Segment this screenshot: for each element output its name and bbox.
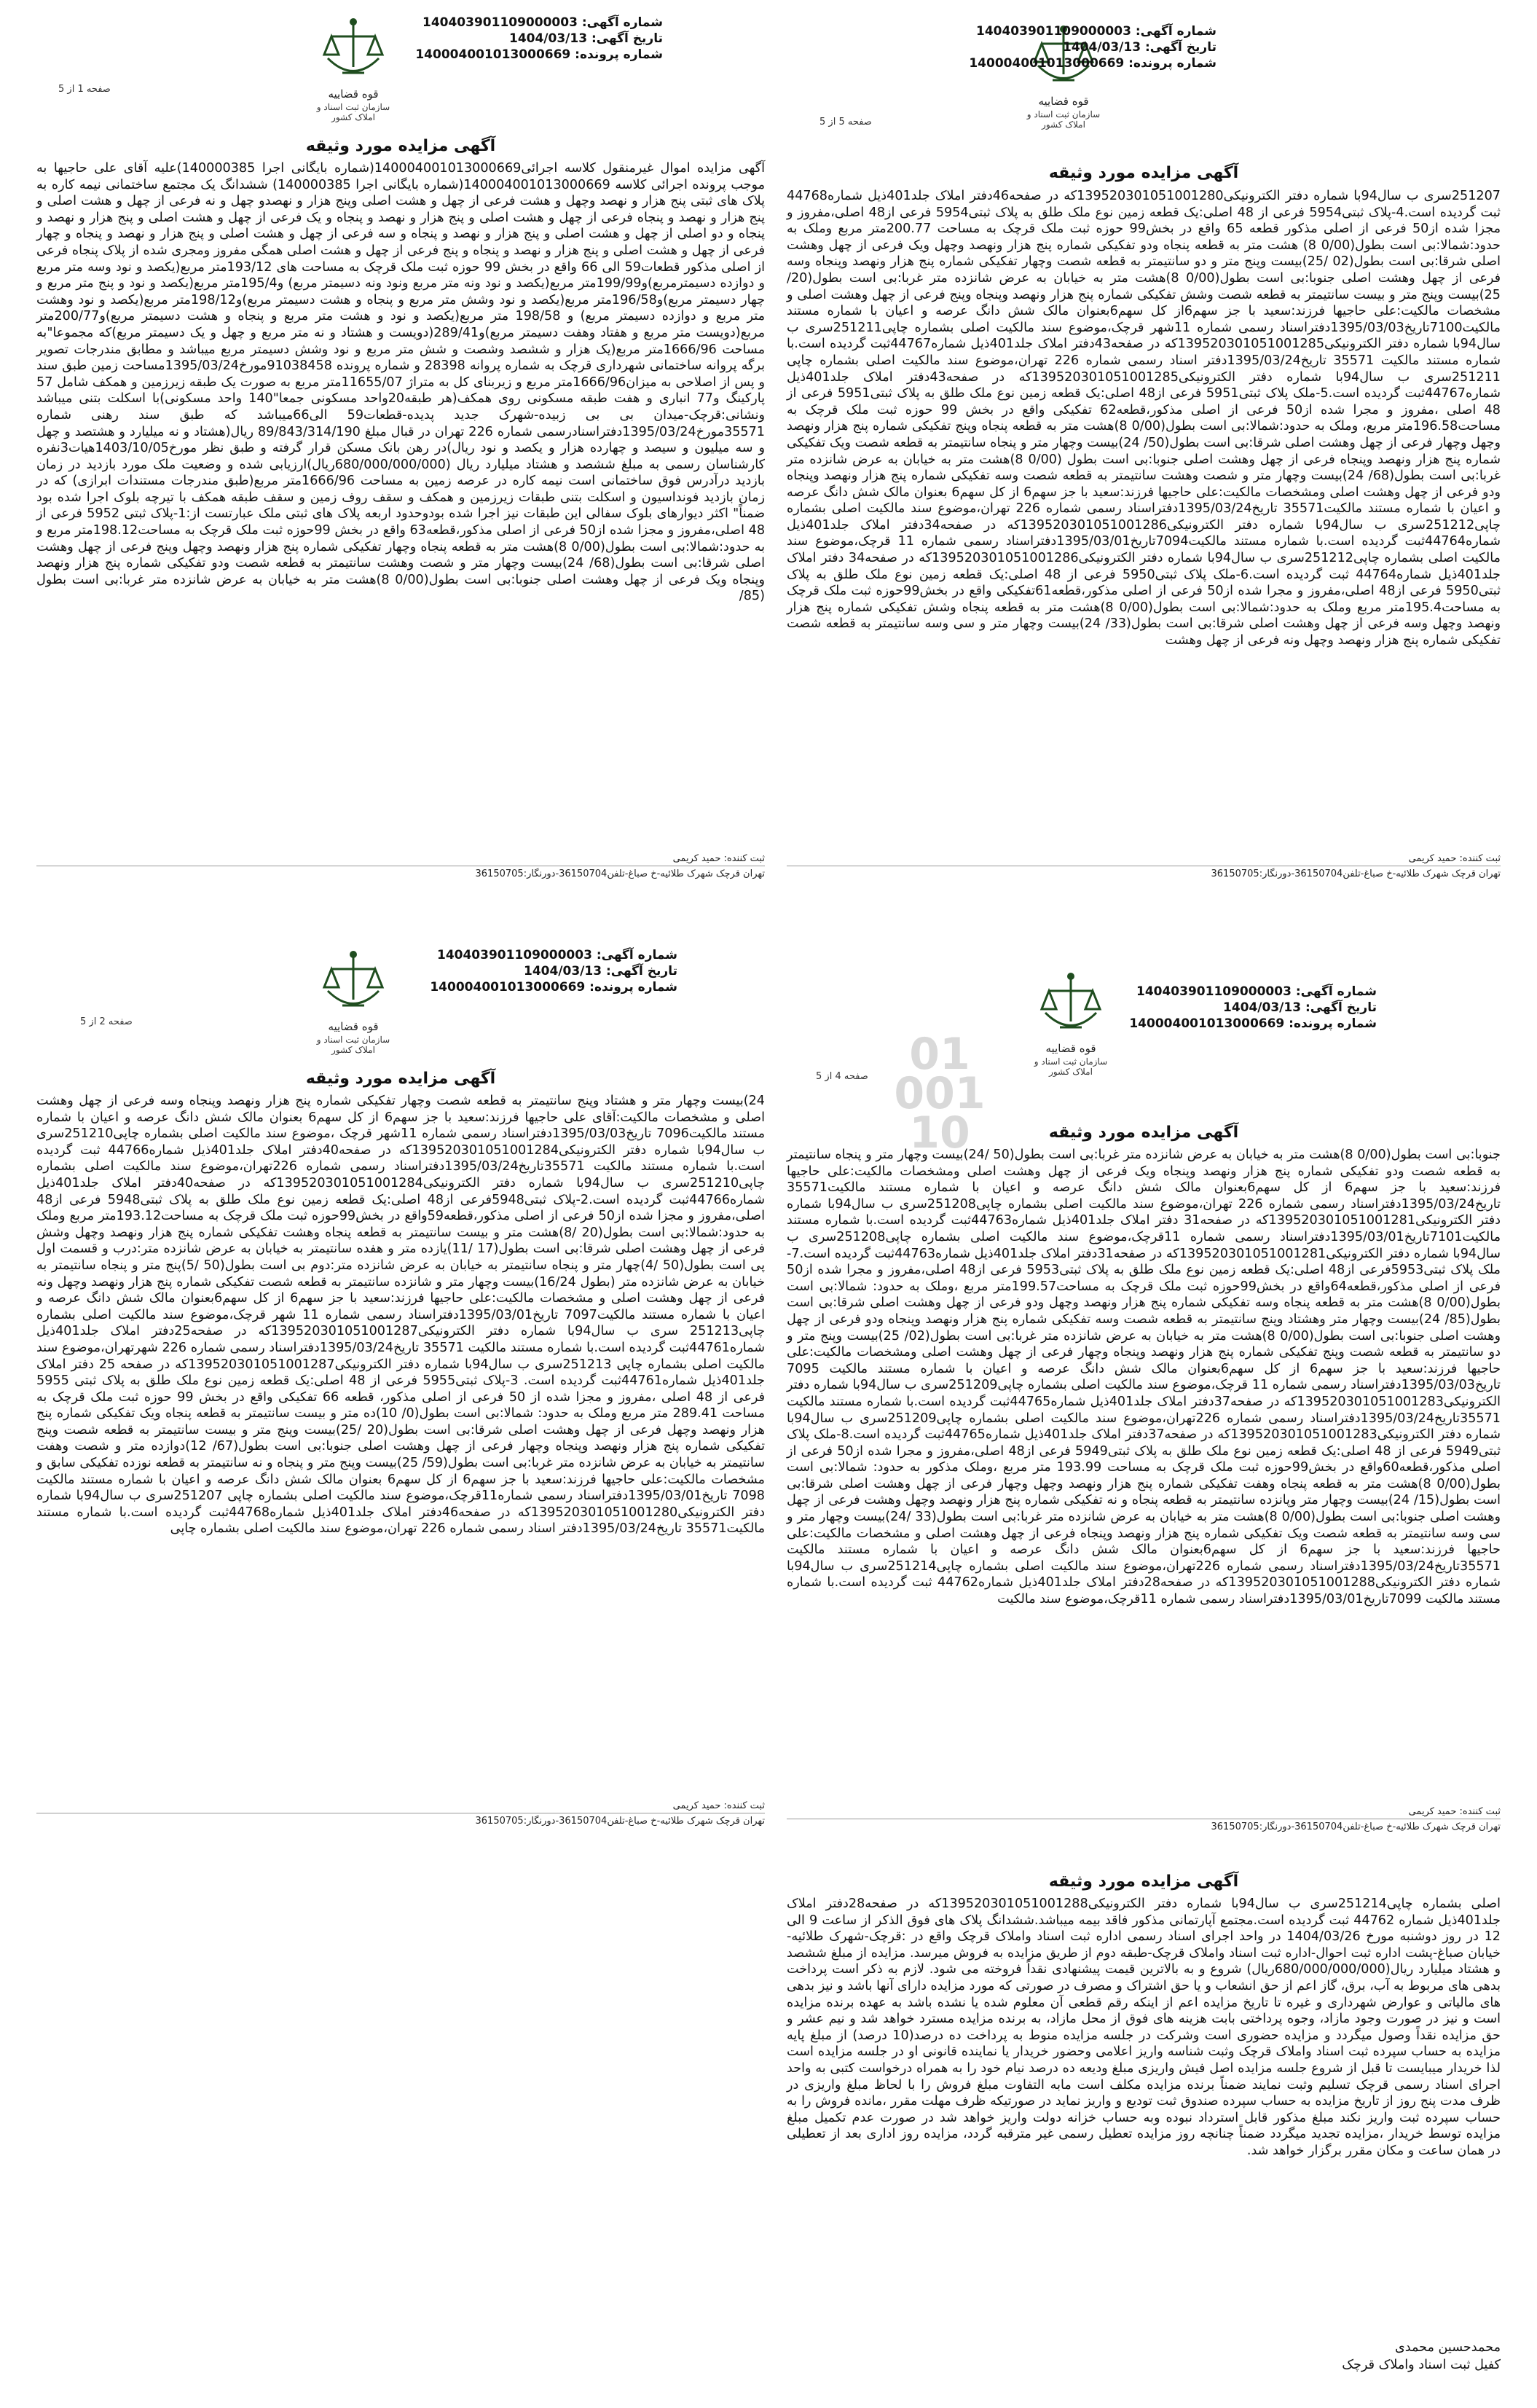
notice-page-4: [765, 969, 1522, 1858]
seal-organization: سازمان ثبت اسناد و املاک کشور: [316, 102, 390, 122]
notice-number: شماره آگهی: 140403901109000003: [1136, 984, 1377, 999]
seal-caption: قوه قضاییه: [328, 1020, 379, 1033]
notice-title: آگهی مزایده مورد وثیقه: [1048, 164, 1239, 182]
notice-number: شماره آگهی: 140403901109000003: [436, 948, 677, 962]
notice-footer: [787, 852, 1501, 880]
notice-page-2: [22, 947, 779, 1843]
signature-block: [1136, 2339, 1501, 2374]
notice-date: تاریخ آگهی: 1404/03/13: [508, 31, 663, 46]
signer-name: حمید کریمی: [672, 1800, 721, 1811]
page-label: صفحه 5 از 5: [819, 117, 872, 128]
signer-name: حمید کریمی: [1408, 1806, 1457, 1817]
page-label: صفحه 4 از 5: [816, 1071, 868, 1082]
notice-page-3: [765, 1872, 1522, 2397]
file-number: شماره پرونده: 140004001013000669: [430, 980, 677, 995]
seal-organization: سازمان ثبت اسناد و املاک کشور: [1026, 109, 1101, 130]
office-address: تهران قرچک شهرک طلائیه-خ صباغ-تلفن36150704-دورنگار:36150705: [475, 1816, 765, 1827]
notice-meta: [1071, 984, 1377, 1032]
seal-caption: قوه قضاییه: [1038, 95, 1089, 108]
notice-page-1: [22, 15, 779, 882]
file-number: شماره پرونده: 140004001013000669: [1129, 1016, 1377, 1031]
notice-body: 24)بیست وچهار متر و هشتاد وپنج سانتیمتر به قطعه شصت وچهار تفکیکی شماره پنج هزار ونهصد وپنجاه وسه فرعی از چهل وهشت اصلی و مشخصات مالکیت:آقای علی حاجیها فرزند:سعید با جز سهم6 از کل سهم6 بعنوان مالک شش دانگ عرصه و اعیان با شماره مستند مالکیت7096 تاریخ1395/03/03دفتراسناد رسمی شماره 11شهر قرچک ،موضوع سند مالکیت اصلی بشماره چاپی251210سری ب سال94با شماره دفتر الکترونیکی139520301051001284که در صفحه40دفتر املاک جلد401ذیل شماره44766 ثبت گردیده است.با شماره مستند مالکیت 35571تاریخ1395/03/24دفتراسناد رسمی شماره 226تهران،موضوع سند مالکیت اصلی بشماره چاپی251210سری ب سال94با شماره دفتر الکترونیکی139520301051001284که در صفحه40دفتر املاک جلد401ذیل شماره44766ثبت گردیده است.2-پلاک ثبتی5948فرعی از48 اصلی:یک قطعه زمین نوع ملک طلق به پلاک ثبتی5948 فرعی از48 اصلی،مفروز و مجزا شده از50 فرعی از اصلی مذکور،قطعه59واقع در بخش99حوزه ثبت ملک قرچک به مساحت193.12متر مربع وملک به حدود:شمالا:بی است بطول(20 /8)هشت متر و بیست سانتیمتر به قطعه پنجاه وهشت تفکیکی شماره پنج هزار ونهصد وچهل وشش فرعی از چهل وهشت اصلی شرقا:بی است بطول(17 /11)یازده متر و هفده سانتیمتر به خیابان به عرض شانزده متر:درب و قسمت اول پی است بطول(50 /4)چهار متر و پنجاه سانتیمتر به خیابان به عرض شانزده متر:دوم بی است بطول(50 /5)پنج متر و پنجاه سانتیمتر به خیابان به عرض شانزده متر (بطول 16/24)بیست وچهار متر و شانزده سانتیمتر به قطعه شصت تفکیکی شماره پنج هزار ونهصد وچهل ونه فرعی از چهل وهشت اصلی و مشخصات مالکیت:علی حاجیها فرزند:سعید با جز سهم6 از کل سهم6بعنوان مالک شش دانگ عرصه و اعیان با شماره مستند مالکیت7097 تاریخ1395/03/01دفتراسناد رسمی شماره 11 شهر قرچک،موضوع سند مالکیت اصلی بشماره چاپی251213 سری ب سال94با شماره دفتر الکترونیکی139520301051001287که در صفحه25دفتر املاک جلد401ذیل شماره44761ثبت گردیده است.با شماره مستند مالکیت 35571 تاریخ1395/03/24دفتراسناد رسمی شماره 226 شهرتهران،موضوع سند مالکیت اصلی بشماره چاپی 251213سری ب سال94با شماره دفتر الکترونیکی139520301051001287که در صفحه 25 دفتر املاک جلد401ذیل شماره44761ثبت گردیده است. 3-پلاک ثبتی5955 فرعی از 48 اصلی:یک قطعه زمین نوع ملک طلق به پلاک ثبتی 5955 فرعی از 48 اصلی ،مفروز و مجزا شده از 50 فرعی از اصلی مذکور، قطعه 66 تفکیکی واقع در بخش 99 حوزه ثبت ملک قرچک به مساحت 289.41 متر مربع وملک به حدود: شمالا:بی است بطول(0/ 10)ده متر و بیست سانتیمتر به قطعه پنجاه ویک تفکیکی شماره پنج هزار ونهصد وچهل فرعی از چهل وهشت اصلی شرقا:بی است بطول(20 /25)بیست وپنج متر و بیست سانتیمتر به قطعه شصت وپنج تفکیکی شماره پنج هزار ونهصد وپنجاه وچهار فرعی از چهل وهشت اصلی جنوبا:بی است بطول(67/ 12)دوازده متر و شصت وهفت سانتیمتر به خیابان به عرض شانزده متر غربا:بی است بطول(59/ 25)بیست وپنج متر و پنجاه و نه سانتیمتر به قطعه نوزده تفکیکی سابق و مشخصات مالکیت:علی حاجیها فرزند:سعید با جز سهم6 از کل سهم6 بعنوان مالک شش دانگ عرصه و اعیان با شماره مستند مالکیت 7098 تاریخ1395/03/01دفتراسناد رسمی شماره11قرچک،موضوع سند مالکیت اصلی بشماره چاپی 251207سری ب سال94با شماره دفتر الکترونیکی139520301051001280که در صفحه46دفتر املاک جلد401ذیل شماره44768ثبت گردیده است.با شماره مستند مالکیت35571 تاریخ1395/03/24دفتر اسناد رسمی شماره 226 تهران،موضوع سند مالکیت اصلی بشماره چاپی: [36, 1094, 766, 1537]
signer-role: کفیل ثبت اسناد واملاک قرچک: [1342, 2358, 1501, 2372]
notice-body: 251207سری ب سال94با شماره دفتر الکترونیکی139520301051001280که در صفحه46دفتر املاک جلد401ذیل شماره44768 ثبت گردیده است.4-پلاک ثبتی5954 فرعی از 48 اصلی:یک قطعه زمین نوع ملک طلق به پلاک ثبتی5954 فرعی از48 اصلی،مفروز و مجزا شده از50 فرعی از اصلی مذکور قطعه 65 واقع در بخش99 حوزه ثبت ملک قرچک به مساحت 200.77متر مربع وملک به حدود:شمالا:بی است بطول(0/00 8) هشت متر به قطعه پنجاه ودو تفکیکی شماره پنج هزار ونهصد وچهل ویک فرعی از چهل وهشت اصلی شرقا:بی است بطول(02 /25)بیست وپنج متر و دو سانتیمتر به قطعه شصت وچهار تفکیکی شماره پنج هزار ونهصد وپنجاه وسه فرعی از چهل وهشت اصلی جنوبا:بی است بطول(0/00 8)هشت متر به خیابان به عرض شانزده متر غربا:بی است بطول(20/ 25)بیست وپنج متر و بیست سانتیمتر به قطعه شصت وشش تفکیکی شماره پنج هزار ونهصد وپنجاه وپنج فرعی از چهل وهشت اصلی و مشخصات مالکیت:علی حاجیها فرزند:سعید با جز سهم6از کل سهم6بعنوان مالک شش دانگ عرصه و اعیان با شماره مستند مالکیت7100تاریخ1395/03/03دفتراسناد رسمی شماره 11شهر قرچک،موضوع سند مالکیت اصلی بشماره چاپی251211سری ب سال94با شماره دفتر الکترونیکی139520301051001285که در صفحه43دفتر املاک جلد401ذیل شماره44767ثبت گردیده است.با شماره مستند مالکیت 35571 تاریخ1395/03/24دفتر اسناد رسمی شماره 226 تهران،موضوع سند مالکیت اصلی بشماره چاپی 251211سری ب سال94با شماره دفتر الکترونیکی139520301051001285که در صفحه43دفتر املاک جلد401ذیل شماره44767ثبت گردیده است.5-ملک پلاک ثبتی5951 فرعی از48 اصلی:یک قطعه زمین نوع ملک طلق به پلاک ثبتی5951 فرعی از 48 اصلی ،مفروز و مجرا شده از50 فرعی از اصلی مذکور،قطعه62 تفکیکی واقع در بخش 99 حوزه ثبت ملک قرچک به مساحت196.58متر مربع، وملک به حدود:شمالا:بی است بطول(0/00 8)هشت متر به قطعه پنجاه وپنج تفکیکی شماره پنج هزار ونهصد وچهل وچهار فرعی از چهل وهشت اصلی شرقا:بی است بطول(50/ 24)بیست وچهار متر و پنجاه سانتیمتر به قطعه شصت ویک تفکیکی شماره پنج هزار ونهصد وپنجاه فرعی از چهل وهشت اصلی جنوبا:بی است بطول (0/00 8)هشت متر به خیابان به عرض شانزده متر غربا:بی است بطول(68/ 24)بیست وچهار متر و شصت وهشت سانتیمتر به قطعه شصت وسه تفکیکی شماره پنج هزار ونهصد وپنجاه ودو فرعی از چهل وهشت اصلی ومشخصات مالکیت:علی حاجیها فرزند:سعید با جز سهم6 از کل سهم6 بعنوان مالک شش دانگ عرصه و اعیان با شماره مستند مالکیت35571 تاریخ1395/03/24دفتراسناد رسمی شماره 226 تهران،موضوع سند مالکیت اصلی بشماره چاپی251212سری ب سال94با شماره دفتر الکترونیکی139520301051001286که در صفحه34دفتر املاک جلد401ذیل شماره44764ثبت گردیده است.با شماره مستند مالکیت7094تاریخ1395/03/01دفتراسناد رسمی شماره 11 قرچک،موضوع سند مالکیت اصلی بشماره چاپی251212سری ب سال94با شماره دفتر الکترونیکی139520301051001286که در صفحه34 دفتر املاک جلد401ذیل شماره44764 ثبت گردیده است.6-ملک پلاک ثبتی5950 فرعی از 48 اصلی:یک قطعه زمین نوع ملک طلق به پلاک ثبتی5950 فرعی از48 اصلی،مفروز و مجرا شده از50 فرعی از اصلی مذکور،قطعه61تفکیکی واقع در بخش99حوزه ثبت ملک قرچک به مساحت195.4متر مربع وملک به حدود:شمالا:بی است بطول(0/00 8)هشت متر به قطعه پنجاه وشش تفکیکی شماره پنج هزار ونهصد وچهل وسه فرعی از چهل وهشت اصلی شرقا:بی است بطول(33/ 24)بیست وچهار متر و سی وسه سانتیمتر به قطعه شصت تفکیکی شماره پنج هزار ونهصد وچهل ونه فرعی از چهل وهشت: [787, 189, 1501, 648]
office-address: تهران قرچک شهرک طلائیه-خ صباغ-تلفن36150704-دورنگار:36150705: [1211, 868, 1501, 879]
office-address: تهران قرچک شهرک طلائیه-خ صباغ-تلفن36150704-دورنگار:36150705: [1211, 1821, 1501, 1832]
page-label: صفحه 1 از 5: [58, 84, 111, 95]
seal-organization: سازمان ثبت اسناد و املاک کشور: [1034, 1056, 1108, 1077]
notice-number: شماره آگهی: 140403901109000003: [422, 15, 663, 30]
file-number: شماره پرونده: 140004001013000669: [415, 47, 663, 62]
notice-date: تاریخ آگهی: 1404/03/13: [523, 964, 677, 979]
notice-meta: [357, 15, 663, 63]
notice-title: آگهی مزایده مورد وثیقه: [305, 1070, 496, 1088]
page-label: صفحه 2 از 5: [80, 1016, 133, 1027]
notice-meta: [372, 947, 677, 995]
notice-title: آگهی مزایده مورد وثیقه: [1048, 1123, 1239, 1142]
notice-title: آگهی مزایده مورد وثیقه: [305, 137, 496, 155]
notice-page-5: [765, 15, 1522, 882]
notice-title: آگهی مزایده مورد وثیقه: [1048, 1872, 1239, 1891]
signer-name: حمید کریمی: [1408, 853, 1457, 864]
notice-footer: [787, 1805, 1501, 1833]
notice-date: تاریخ آگهی: 1404/03/13: [1062, 40, 1216, 55]
signed-by-label: ثبت کننده:: [1459, 1806, 1501, 1817]
signed-by-label: ثبت کننده:: [1459, 853, 1501, 864]
file-number: شماره پرونده: 140004001013000669: [969, 56, 1216, 71]
notice-footer: [36, 1800, 765, 1827]
notice-number: شماره آگهی: 140403901109000003: [975, 24, 1216, 39]
signed-by-label: ثبت کننده:: [723, 853, 765, 864]
seal-caption: قوه قضاییه: [328, 87, 379, 101]
signed-by-label: ثبت کننده:: [723, 1800, 765, 1811]
notice-body: جنوبا:بی است بطول(0/00 8)هشت متر به خیابان به عرض شانزده متر غربا:بی است بطول(50 /24)بیست وچهار متر و پنجاه سانتیمتر به قطعه شصت ودو تفکیکی شماره پنج هزار ونهصد وپنجاه ویک فرعی از چهل وهشت اصلی ومشخصات مالکیت:علی حاجیها فرزند:سعید با جز سهم6 از کل سهم6بعنوان مالک شش دانگ عرصه و اعیان با شماره مستند مالکیت35571 تاریخ1395/03/24دفتراسناد رسمی شماره 226 تهران،موضوع سند مالکیت اصلی بشماره چاپی251208سری ب سال94با شماره دفتر الکترونیکی139520301051001281که در صفحه31 دفتر املاک جلد401ذیل شماره44763ثبت گردیده است.با شماره مستند مالکیت7101تاریخ1395/03/01دفتراسناد رسمی شماره 11قرچک،موضوع سند مالکیت اصلی بشماره چاپی251208سری ب سال94با شماره دفتر الکترونیکی139520301051001281که در صفحه31دفتر املاک جلد401ذیل شماره44763ثبت گردیده است.7-ملک پلاک ثبتی5953فرعی از48 اصلی:یک قطعه زمین نوع ملک طلق به پلاک ثبتی5953 فرعی از48 اصلی،مفروز و مجرا شده از50 فرعی از اصلی مذکور،قطعه64واقع در بخش99حوزه ثبت ملک قرچک به مساحت199.57متر مربع ،وملک به حدود: شمالا:بی است بطول(0/00 8)هشت متر به قطعه پنجاه وسه تفکیکی شماره پنج هزار ونهصد وچهل ودو فرعی از چهل وهشت اصلی شرقا:بی است بطول(85/ 24)بیست وچهار متر وهشتاد وپنج سانتیمتر به قطعه شصت وسه تفکیکی شماره پنج هزار ونهصد وپنجاه ودو فرعی از چهل وهشت اصلی جنوبا:بی است بطول(0/00 8)هشت متر به خیابان به عرض شانزده متر غربا:بی است بطول(02/ 25)بیست وپنج متر و دو سانتیمتر به قطعه شصت وپنج تفکیکی شماره پنج هزار ونهصد وپنجاه وچهار فرعی از چهل وهشت اصلی ومشخصات مالکیت:علی حاجیها فرزند:سعید با جز سهم6 از کل سهم6بعنوان مالک شش دانگ عرصه و اعیان با شماره مستند مالکیت 7095 تاریخ1395/03/03دفتراسناد رسمی شماره 11 قرچک،موضوع سند مالکیت اصلی بشماره چاپی251209سری ب سال94با شماره دفتر الکترونیکی139520301051001283که در صفحه37دفتر املاک جلد401ذیل شماره44765ثبت گردیده است.با شماره مستند مالکیت 35571تاریخ1395/03/24دفتراسناد رسمی شماره 226تهران،موضوع سند مالکیت اصلی بشماره چاپی251209سری ب سال94با شماره دفتر الکترونیکی139520301051001283که در صفحه37دفتر املاک جلد401ذیل شماره44765ثبت گردیده است.8-ملک پلاک ثبتی5949 فرعی از 48 اصلی:یک قطعه زمین نوع ملک طلق به پلاک ثبتی5949 فرعی از48 اصلی،مفروز و مجرا شده از50 فرعی از اصلی مذکور،قطعه60واقع در بخش99حوزه ثبت ملک قرچک به مساحت 193.99 متر مربع ،وملک مذکور به حدود: شمالا:بی است بطول(0/00 8)هشت متر به قطعه پنجاه وهفت تفکیکی شماره پنج هزار ونهصد وچهل وچهار فرعی از چهل وهشت اصلی شرقا:بی است بطول(15/ 24)بیست وچهار متر وپانزده سانتیمتر به قطعه پنجاه و نه تفکیکی شماره پنج هزار ونهصد وچهل وهشت فرعی از چهل وهشت اصلی جنوبا:بی است بطول(0/00 8)هشت متر به خیابان به عرض شانزده متر غربا:بی است بطول(33 /24)بیست وچهار متر و سی وسه سانتیمتر به قطعه شصت ویک تفکیکی شماره پنج هزار ونهصد وپنجاه فرعی از چهل وهشت اصلی و مشخصات مالکیت:علی حاجیها فرزند:سعید با جز سهم6 از کل سهم6بعنوان مالک شش دانگ عرصه و اعیان با شماره مستند مالکیت 35571تاریخ1395/03/24دفتراسناد رسمی شماره 226تهران،موضوع سند مالکیت اصلی بشماره چاپی251214سری ب سال94با شماره دفتر الکترونیکی139520301051001288که در صفحه28دفتر املاک جلد401ذیل شماره44762 ثبت گردیده است.با شماره مستند مالکیت 7099تاریخ1395/03/01دفتراسناد رسمی شماره 11قرچک،موضوع سند مالکیت: [787, 1148, 1501, 1607]
seal-caption: قوه قضاییه: [1045, 1042, 1096, 1055]
office-address: تهران قرچک شهرک طلائیه-خ صباغ-تلفن36150704-دورنگار:36150705: [475, 868, 765, 879]
notice-body: آگهی مزایده اموال غیرمنقول کلاسه اجرائی140004001013000669(شماره بایگانی اجرا 140000385)علیه آقای علی حاجیها به موجب پرونده اجرائی کلاسه 140004001013000669(شماره بایگانی اجرا 140000385) ششدانگ یک مجتمع ساختمانی نیمه کاره به پلاک های ثبتی پنج هزار و نهصد وچهل و هشت فرعی از چهل و هشت اصلی وپنج هزار و نهصدو چهل و نه فرعی از چهل و هشت اصلی و پنج هزار و نهصد و پنجاه فرعی از چهل و هشت اصلی و پنج هزار و نهصد و پنجاه و یک فرعی از چهل و هشت اصلی و پنج هزار و نهصد و پنجاه و دو اصلی از چهل و هشت اصلی و پنج هزار و نهصد و پنجاه و سه فرعی از چهل و هشت اصلی و پنج هزار و نهصد و پنجاه و چهار فرعی از چهل و هشت اصلی و پنج هزار و نهصد و پنجاه و پنج فرعی از چهل و هشت اصلی همگی مفروز ومجری شده از پلاک پنجاه فرعی از اصلی مذکور قطعات59 الی 66 واقع در بخش 99 حوزه ثبت ملک قرچک به مساحت های 193/12متر مربع(یکصد و نود وسه متر مربع و دوازده دسیمترمربع)و199/99متر مربع(یکصد و نود ونه متر مربع ونود ونه دسیمتر مربع) و195/4متر مربع(یکصد و نود و پنج متر مربع و چهار دسیمتر مربع)و196/58متر مربع(یکصد و نود وشش متر مربع و پنجاه و هشت دسیمتر مربع)و198/12متر مربع(یکصد و نود وهشت متر مربع و دوازده دسیمتر مربع) و 198/58 متر مربع(یکصد و نود و هشت متر مربع و پنجاه و هشت دسیمتر مربع)و200/77متر مربع(دویست متر مربع و هفتاد وهفت دسیمتر مربع)و289/41(دویست و هشتاد و نه متر مربع و چهل و یک دسیمتر مربع)که مجموعا"به مساحت 1666/96متر مربع(یک هزار و ششصد وشصت و شش متر مربع و نود وشش دسیمتر مربع میباشد و مطابق مندرجات تصویر برگه پروانه ساختمانی شهرداری قرچک به شماره پروانه 28398 و شماره پرونده 91038458مورخ1395/03/24مساحت زمین طبق سند و پس از اصلاحی به میزان1666/96متر مربع و زیربنای کل به متراژ 11655/07متر مربع به صورت یک طبقه زیرزمین و همکف شامل 57 پارکینگ و77 انباری و هفت طبقه مسکونی روی همکف(هر طبقه20واحد مسکونی جمعا"140 واحد مسکونی)با اسکلت بتنی میباشد ونشانی:قرچک-میدان بی بی زبیده-شهرک جدید پدیده-قطعات59 الی66میباشد که طبق سند رهنی شماره 35571مورخ1395/03/24دفتراسنادرسمی شماره 226 تهران در قبال مبلغ 89/843/314/190 ریال(هشتاد و نه میلیارد و هشتصد و چهل و سه میلیون و سیصد و چهارده هزار و یکصد و نود ریال)در رهن بانک مسکن قرار گرفته و طبق نظر مورخ1403/10/05هیات3نفره کارشناسان رسمی به مبلغ ششصد و هشتاد میلیارد ریال (680/000/000/000ریال)ارزیابی شده و وضعیت ملک مورد بازدید در زمان بازدید درآدرس فوق ساختمانی است نیمه کاره در عرصه زمین به مساحت 1666/96متر مربع(طبق مندرجات مستندات ابرازی) که در زمان بازدید فونداسیون و اسکلت بتنی طبقات زیرزمین و همکف و سقف روف زمین و سقف طبقه همکف با تیرچه بلوک اجرا شده بود ضمناً" اکثر دیوارهای بلوک سفالی این طبقات نیز اجرا شده بودوحدود اربعه پلاک های ثبتی ملک عبارتست از:1-پلاک ثبتی 5952 فرعی از 48 اصلی،مفروز و مجزا شده از50 فرعی از اصلی مذکور،قطعه63 واقع در بخش 99حوزه ثبت ملک قرچک به مساحت198.12متر مربع و به حدود:شمالا:بی است بطول(0/00 8)هشت متر به قطعه پنجاه وچهار تفکیکی شماره پنج هزار ونهصد وچهل وپنج فرعی از چهل وهشت اصلی شرقا:بی است بطول(68/ 24)بیست وچهار متر و شصت وهشت سانتیمتر به قطعه شصت ودو تفکیکی شماره پنج هزار ونهصد وپنجاه ویک فرعی از چهل وهشت اصلی جنوبا:بی است بطول(0/00 8)هشت متر به خیابان به عرض شانزده متر غربا:بی است بطول (85/: [36, 161, 766, 604]
notice-meta: [911, 23, 1216, 71]
notice-body: اصلی بشماره چاپی251214سری ب سال94با شماره دفتر الکترونیکی139520301051001288که در صفحه28دفتر املاک جلد401ذیل شماره 44762 ثبت گردیده است.مجتمع آپارتمانی مذکور فاقد بیمه میباشد.ششدانگ پلاک های فوق الذکر از ساعت 9 الی 12 در روز دوشنبه مورخ 1404/03/26 در واحد اجرای اسناد رسمی اداره ثبت اسناد واملاک قرچک واقع در :قرچک-شهرک طلائیه-خیابان صباغ-پشت اداره ثبت احوال-اداره ثبت اسناد واملاک قرچک-طبقه دوم از طریق مزایده به فروش میرسد. مزایده از مبلغ ششصد و هشتاد میلیارد ریال(680/000/000/000ریال) شروع و به بالاترین قیمت پیشنهادی نقداً فروخته می شود. لازم به ذکر است پرداخت بدهی های مربوط به آب، برق، گاز اعم از حق انشعاب و یا حق اشتراک و مصرف در صورتی که مورد مزایده دارای آنها باشد و نیز بدهی های مالیاتی و عوارض شهرداری و غیره تا تاریخ مزایده اعم از اینکه رقم قطعی آن معلوم شده یا نشده باشد به عهده برنده مزایده است و نیز در صورت وجود مازاد، وجوه پرداختی بابت هزینه های فوق از محل مازاد، به برنده مزایده مسترد خواهد شد و نیم عشر و حق مزایده نقداً وصول میگردد و مزایده حضوری است وشرکت در جلسه مزایده منوط به پرداخت ده درصد(10 درصد) از مبلغ پایه مزایده به حساب سپرده ثبت اسناد واملاک قرچک وثبت شناسه واریز اعلامی وحضور خریدار یا نماینده قانونی او در جلسه مزایده است لذا خریدار میبایست تا قبل از شروع جلسه مزایده اصل فیش واریزی مبلغ ودیعه ده درصد نیام خود را به همراه درخواست کتبی به واحد اجرای اسناد رسمی قرچک تسلیم وثبت نمایند ضمناً برنده مزایده مکلف است مابه التفاوت مبلغ فروش را با لحاظ مبلغ واریزی در ظرف مدت پنج روز از تاریخ مزایده به حساب سپرده صندوق ثبت توديع و واريز نمايد در صورتيكه ظرف مهلت مقرر ،مانده فروش را به حساب سپرده ثبت واریز نکند مبلغ مذکور قابل استرداد نبوده وبه حساب خزانه دولت واریز خواهد شد در صورت عدم تکمیل مبلغ مزایده توسط خریدار ،مزایده تجدید میگردد ضمناً چنانچه روز مزایده تعطیل رسمی غیر مترقبه گردد، مزایده روز اداری بعد از تعطیلی در همان ساعت و مکان مقرر برگزار خواهد شد.: [787, 1897, 1501, 2158]
watermark: 01 001 10: [894, 1029, 986, 1158]
notice-date: تاریخ آگهی: 1404/03/13: [1222, 1000, 1377, 1015]
signer-name: محمدحسین محمدی: [1394, 2340, 1501, 2355]
notice-footer: [36, 852, 765, 880]
signer-name: حمید کریمی: [672, 853, 721, 864]
seal-organization: سازمان ثبت اسناد و املاک کشور: [316, 1035, 390, 1055]
